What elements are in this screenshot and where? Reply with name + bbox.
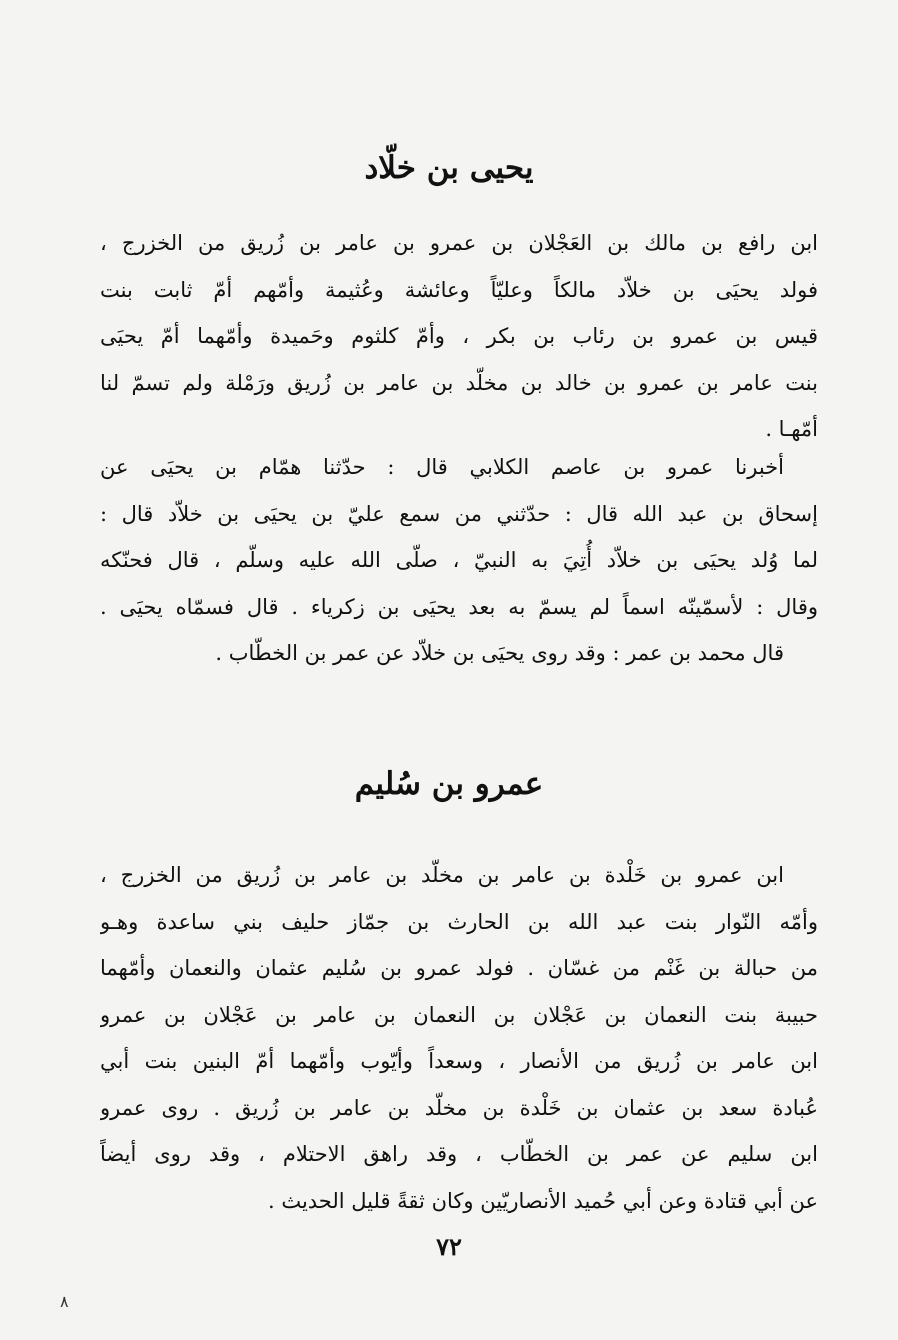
text-line: من حبالة بن غَنْم من غسّان . فولد عمرو بن سُليم عثمان والنعمان وأمّهما <box>100 956 818 980</box>
text-line: عن أبي قتادة وعن أبي حُميد الأنصاريّين وكان ثقةً قليل الحديث . <box>267 1188 818 1213</box>
text-line: أمّهـا . <box>765 417 818 441</box>
text-line: عُبادة سعد بن عثمان بن خَلْدة بن مخلّد بن عامر بن زُريق . روى عمرو <box>100 1095 818 1120</box>
text-line: وقال : لأسمّينّه اسماً لم يسمّ به بعد يحيَى بن زكرياء . قال فسمّاه يحيَى . <box>100 594 818 619</box>
paragraph-yahya-lineage <box>100 220 818 453</box>
text-line: بنت عامر بن عمرو بن خالد بن مخلّد بن عامر بن زُريق ورَمْلة ولم تسمّ لنا <box>100 370 818 395</box>
text-line: إسحاق بن عبد الله قال : حدّثني من سمع عليّ بن يحيَى بن خلاّد قال : <box>100 501 818 526</box>
text-line: أخبرنا عمرو بن عاصم الكلابي قال : حدّثنا همّام بن يحيَى عن <box>100 455 784 479</box>
text-line: قيس بن عمرو بن رئاب بن بكر ، وأمّ كلثوم وحَميدة وأمّهما أمّ يحيَى <box>100 324 818 348</box>
corner-mark: ٨ <box>60 1292 69 1311</box>
paragraph-yahya-narration <box>100 444 818 677</box>
section-title-yahya: يحيى بن خلّاد <box>364 150 534 186</box>
text-line: ابن سليم عن عمر بن الخطّاب ، وقد راهق الاحتلام ، وقد روى أيضاً <box>100 1142 818 1166</box>
text-line: قال محمد بن عمر : وقد روى يحيَى بن خلاّد عن عمر بن الخطّاب . <box>215 641 784 665</box>
text-line: لما وُلد يحيَى بن خلاّد أُتِيَ به النبيّ ، صلّى الله عليه وسلّم ، قال فحنّكه <box>100 548 818 572</box>
text-line: ابن عامر بن زُريق من الأنصار ، وسعداً وأيّوب وأمّهما أمّ البنين بنت أبي <box>100 1049 818 1073</box>
text-line: ابن رافع بن مالك بن العَجْلان بن عمرو بن عامر بن زُريق من الخزرج ، <box>100 231 818 255</box>
text-line: ابن عمرو بن خَلْدة بن عامر بن مخلّد بن عامر بن زُريق من الخزرج ، <box>100 863 784 887</box>
page-number: ٧٢ <box>436 1232 462 1261</box>
paragraph-amr-lineage <box>100 852 818 1224</box>
text-line: حبيبة بنت النعمان بن عَجْلان بن النعمان بن عامر بن عَجْلان بن عمرو <box>100 1002 818 1027</box>
text-line: وأمّه النّوار بنت عبد الله بن الحارث بن جمّاز حليف بني ساعدة وهـو <box>100 909 818 934</box>
section-title-amr: عمرو بن سُليم <box>354 766 544 802</box>
text-line: فولد يحيَى بن خلاّد مالكاً وعليّاً وعائشة وعُثيمة وأمّهم أمّ ثابت بنت <box>100 277 818 302</box>
